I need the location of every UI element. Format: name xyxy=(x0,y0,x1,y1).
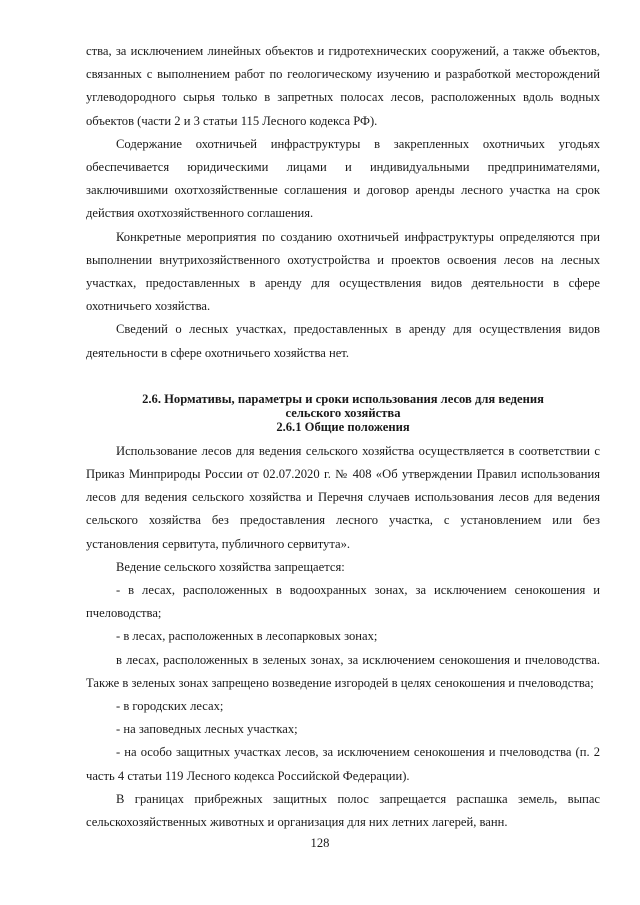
paragraph: Ведение сельского хозяйства запрещается: xyxy=(116,559,345,574)
list-item: - на заповедных лесных участках; xyxy=(116,722,298,737)
list-item: - в городских лесах; xyxy=(116,699,224,714)
paragraph: Содержание охотничьей инфраструктуры в закрепленных охотничьих угодьях обеспечивается юридическими лицами и индивидуальными предпринимателями, заключившими охотхозяйственные соглашения и договор аренды лесного участка на срок действия охотхозяйственного соглашения. xyxy=(86,136,600,221)
paragraph: ства, за исключением линейных объектов и гидротехнических сооружений, а также объектов, связанных с выполнением работ по геологическому изучению и разработкой месторождений углеводородного сырья только в запретных полосах лесов, расположенных вдоль водных объектов (части 2 и 3 статьи 115 Лесного кодекса РФ). xyxy=(86,44,600,128)
section-heading-line2: сельского хозяйства xyxy=(285,405,401,420)
paragraph: Сведений о лесных участках, предоставленных в аренду для осуществления видов деятельности в сфере охотничьего хозяйства нет. xyxy=(86,322,600,360)
list-item: - на особо защитных участках лесов, за исключением сенокошения и пчеловодства (п. 2 часть 4 статьи 119 Лесного кодекса Российской Федерации). xyxy=(86,745,600,783)
page-number: 128 xyxy=(310,836,330,850)
list-item: - в лесах, расположенных в водоохранных зонах, за исключением сенокошения и пчеловодства; xyxy=(86,583,600,621)
section-heading-line1: 2.6. Нормативы, параметры и сроки использования лесов для ведения xyxy=(142,391,544,406)
list-item: - в лесах, расположенных в лесопарковых зонах; xyxy=(116,629,378,644)
subsection-heading: 2.6.1 Общие положения xyxy=(276,419,410,434)
section-heading xyxy=(86,392,600,434)
paragraph: Конкретные мероприятия по созданию охотничьей инфраструктуры определяются при выполнении внутрихозяйственного охотустройства и проектов освоения лесов на лесных участках, предоставленных в аренду для осуществления видов деятельности в сфере охотничьего хозяйства. xyxy=(86,229,600,314)
paragraph: Использование лесов для ведения сельского хозяйства осуществляется в соответствии с Приказ Минприроды России от 02.07.2020 г. № 408 «Об утверждении Правил использования лесов для ведения сельского хозяйства и Перечня случаев использования лесов для ведения сельского хозяйства без предоставления лесного участка, с установлением или без установления сервитута, публичного сервитута». xyxy=(86,443,600,551)
paragraph: В границах прибрежных защитных полос запрещается распашка земель, выпас сельскохозяйственных животных и организация для них летних лагерей, ванн. xyxy=(86,791,600,830)
list-item: в лесах, расположенных в зеленых зонах, за исключением сенокошения и пчеловодства. Также в зеленых зонах запрещено возведение изгородей в целях сенокошения и пчеловодства; xyxy=(86,652,600,690)
document-page xyxy=(86,40,600,834)
